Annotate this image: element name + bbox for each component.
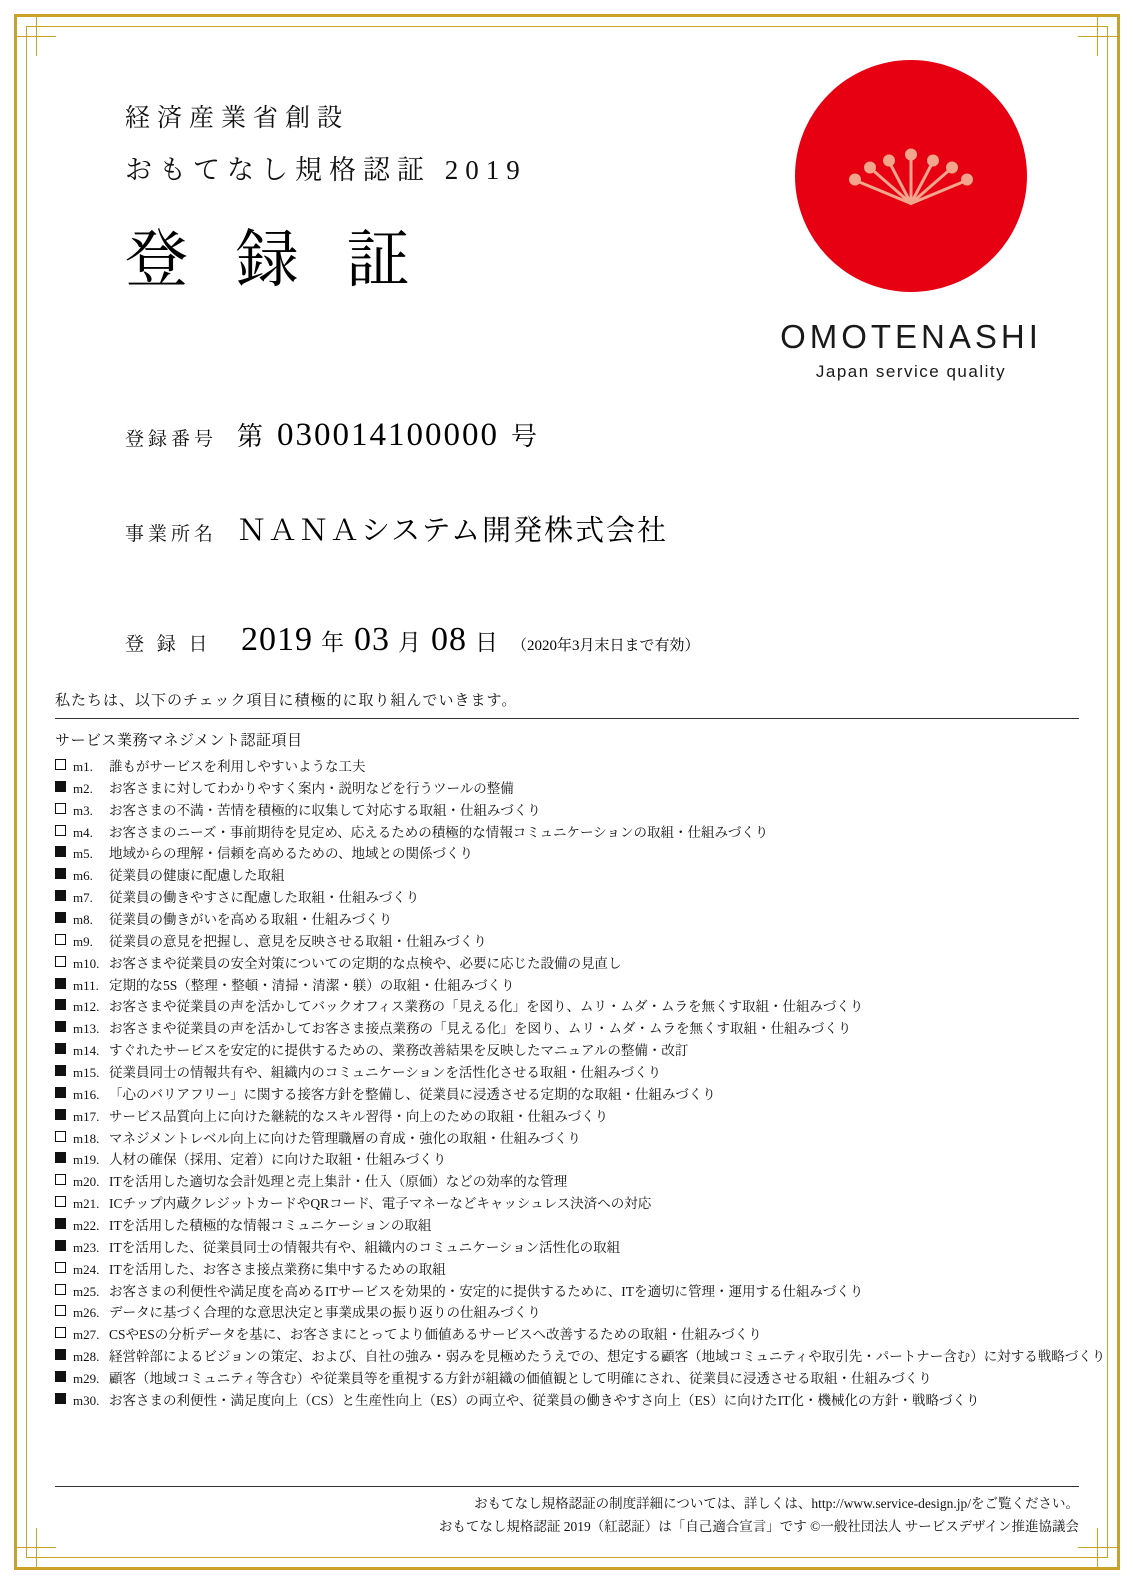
checklist-item-text: 従業員の意見を把握し、意見を反映させる取組・仕組みづくり (109, 933, 487, 949)
checklist-item[interactable] (55, 953, 1079, 975)
checklist-item[interactable] (55, 1302, 1079, 1324)
checkbox-checked-icon[interactable] (55, 1393, 66, 1404)
validity-note: （2020年3月末日まで有効） (512, 638, 700, 654)
checklist-item-code: m11. (73, 977, 99, 993)
checklist-item-text: お客さまや従業員の声を活かしてお客さま接点業務の「見える化」を図り、ムリ・ムダ・ムラを無くす取組・仕組みづくり (109, 1021, 852, 1037)
checklist-item-text: 経営幹部によるビジョンの策定、および、自社の強み・弱みを見極めたうえでの、想定する顧客（地域コミュニティや取引先・パートナー含む）に対する戦略づくり (109, 1349, 1106, 1365)
checklist-item-code: m30. (73, 1392, 100, 1408)
office-name-row (125, 508, 1079, 549)
checkbox-unchecked-icon[interactable] (55, 759, 66, 770)
checkbox-checked-icon[interactable] (55, 781, 66, 792)
checklist-item-code: m4. (73, 824, 93, 840)
checklist-item-text: 「心のバリアフリー」に関する接客方針を整備し、従業員に浸透させる定期的な取組・仕組みづくり (109, 1086, 716, 1102)
checklist-item[interactable] (55, 843, 1079, 865)
checklist-item-code: m8. (73, 912, 93, 928)
checklist-item-text: 従業員同士の情報共有や、組織内のコミュニケーションを活性化させる取組・仕組みづくり (109, 1065, 662, 1081)
checklist-item-code: m28. (73, 1349, 100, 1365)
checklist-item-code: m9. (73, 933, 93, 949)
date-day-unit: 日 (475, 630, 500, 655)
ministry-line: 経済産業省創設 (125, 105, 350, 132)
checkbox-checked-icon[interactable] (55, 868, 66, 879)
checklist-item-code: m26. (73, 1305, 100, 1321)
registration-number-value (237, 416, 539, 454)
checklist-item-text: 従業員の健康に配慮した取組 (109, 868, 285, 884)
certificate-header (55, 60, 1079, 410)
checklist-intro: 私たちは、以下のチェック項目に積極的に取り組んでいきます。 (55, 693, 518, 709)
date-day: 08 (431, 621, 467, 658)
checklist-item-text: 従業員の働きがいを高める取組・仕組みづくり (109, 912, 393, 928)
checklist-item-code: m19. (73, 1152, 100, 1168)
checklist-item[interactable] (55, 931, 1079, 953)
checklist-item-code: m3. (73, 802, 93, 818)
checklist-item-text: 人材の確保（採用、定着）に向けた取組・仕組みづくり (109, 1152, 447, 1168)
office-name-label: 事業所名 (125, 524, 218, 545)
date-month: 03 (354, 621, 390, 658)
checkbox-unchecked-icon[interactable] (55, 803, 66, 814)
checklist (55, 756, 1106, 1412)
checklist-item-code: m13. (73, 1021, 100, 1037)
checklist-item-code: m29. (73, 1371, 100, 1387)
checklist-section-title: サービス業務マネジメント認証項目 (55, 733, 303, 749)
checklist-item[interactable] (55, 1084, 1079, 1106)
checklist-item-code: m27. (73, 1327, 100, 1343)
checklist-item-code: m2. (73, 780, 93, 796)
checklist-item-text: データに基づく合理的な意思決定と事業成果の振り返りの仕組みづくり (109, 1305, 541, 1321)
checklist-item-text: 誰もがサービスを利用しやすいような工夫 (109, 759, 366, 774)
checklist-item[interactable] (55, 1324, 1079, 1346)
checklist-item-code: m6. (73, 868, 93, 884)
checkbox-checked-icon[interactable] (55, 999, 66, 1010)
checklist-item[interactable] (55, 887, 1079, 909)
checklist-item[interactable] (55, 1237, 1079, 1259)
registration-date-value (237, 621, 700, 659)
checklist-item-text: お客さまや従業員の安全対策についての定期的な点検や、必要に応じた設備の見直し (109, 955, 622, 971)
checklist-item-code: m16. (73, 1086, 100, 1102)
checklist-item-code: m12. (73, 999, 100, 1015)
checkbox-checked-icon[interactable] (55, 1371, 66, 1382)
checkbox-checked-icon[interactable] (55, 1349, 66, 1360)
checklist-item-text: お客さまや従業員の声を活かしてバックオフィス業務の「見える化」を図り、ムリ・ムダ・ムラを無くす取組・仕組みづくり (109, 999, 864, 1015)
registration-number-row (125, 416, 1079, 454)
checkbox-unchecked-icon[interactable] (55, 934, 66, 945)
checklist-item[interactable] (55, 996, 1079, 1018)
checklist-item-code: m23. (73, 1239, 100, 1255)
checkbox-unchecked-icon[interactable] (55, 1196, 66, 1207)
checklist-item-code: m20. (73, 1174, 100, 1190)
checkbox-checked-icon[interactable] (55, 912, 66, 923)
checklist-item-text: お客さまのニーズ・事前期待を見定め、応えるための積極的な情報コミュニケーションの取組・仕組みづくり (109, 824, 769, 840)
logo-tagline: Japan service quality (815, 362, 1007, 381)
checklist-item[interactable] (55, 1040, 1079, 1062)
checklist-item-code: m1. (73, 759, 93, 774)
checklist-item-text: ITを活用した、お客さま接点業務に集中するための取組 (109, 1261, 446, 1277)
checkbox-unchecked-icon[interactable] (55, 825, 66, 836)
checklist-item[interactable] (55, 756, 1079, 778)
checklist-item-text: マネジメントレベル向上に向けた管理職層の育成・強化の取組・仕組みづくり (109, 1130, 581, 1146)
checklist-item-text: お客さまの不満・苦情を積極的に収集して対応する取組・仕組みづくり (109, 802, 541, 818)
checklist-item-code: m10. (73, 955, 100, 971)
checklist-item-code: m24. (73, 1261, 100, 1277)
checklist-item-code: m14. (73, 1043, 100, 1059)
checkbox-checked-icon[interactable] (55, 1109, 66, 1120)
checkbox-checked-icon[interactable] (55, 1043, 66, 1054)
checklist-item[interactable] (55, 1149, 1079, 1171)
checklist-item[interactable] (55, 975, 1079, 997)
checkbox-checked-icon[interactable] (55, 1218, 66, 1229)
checklist-item-text: 従業員の働きやすさに配慮した取組・仕組みづくり (109, 890, 420, 906)
checklist-item-code: m18. (73, 1130, 100, 1146)
checkbox-checked-icon[interactable] (55, 846, 66, 857)
certificate-fields (55, 416, 1079, 659)
checklist-item-text: お客さまの利便性・満足度向上（CS）と生産性向上（ES）の両立や、従業員の働きやすさ向上（ES）に向けたIT化・機械化の方針・戦略づくり (109, 1392, 980, 1408)
checklist-item[interactable] (55, 1171, 1079, 1193)
checklist-item[interactable] (55, 800, 1079, 822)
checklist-item-code: m15. (73, 1065, 100, 1081)
checklist-item[interactable] (55, 1106, 1079, 1128)
checkbox-unchecked-icon[interactable] (55, 956, 66, 967)
checklist-item[interactable] (55, 1018, 1079, 1040)
logo-red-circle (795, 60, 1027, 292)
checkbox-checked-icon[interactable] (55, 1021, 66, 1032)
checklist-item[interactable] (55, 1346, 1106, 1368)
certificate-content (55, 60, 1106, 1539)
flower-mark-icon (846, 138, 976, 215)
checklist-item[interactable] (55, 778, 1079, 800)
heading-block (125, 98, 527, 300)
footer-divider (55, 1486, 1079, 1487)
footer-line-2: おもてなし規格認証 2019（紅認証）は「自己適合宣言」です ©一般社団法人 サービスデザイン推進協議会 (438, 1519, 1079, 1535)
checkbox-checked-icon[interactable] (55, 1240, 66, 1251)
certificate-footer (55, 1486, 1079, 1539)
checklist-item-code: m25. (73, 1283, 100, 1299)
registration-number-label: 登録番号 (125, 429, 218, 450)
registration-number: 030014100000 (277, 417, 500, 453)
checklist-item[interactable] (55, 1062, 1079, 1084)
checklist-item-text: ITを活用した適切な会計処理と売上集計・仕入（原価）などの効率的な管理 (109, 1174, 568, 1190)
divider (55, 718, 1079, 719)
checklist-item[interactable] (55, 1368, 1079, 1390)
registration-number-suffix: 号 (511, 422, 540, 451)
checkbox-checked-icon[interactable] (55, 890, 66, 901)
checkbox-checked-icon[interactable] (55, 1065, 66, 1076)
checkbox-unchecked-icon[interactable] (55, 1305, 66, 1316)
checklist-item-code: m21. (73, 1196, 100, 1212)
checklist-item-code: m7. (73, 890, 93, 906)
checkbox-unchecked-icon[interactable] (55, 1327, 66, 1338)
checklist-item-text: お客さまに対してわかりやすく案内・説明などを行うツールの整備 (109, 780, 514, 796)
checklist-item[interactable] (55, 822, 1079, 844)
checklist-item-code: m17. (73, 1108, 100, 1124)
checklist-item[interactable] (55, 865, 1079, 887)
checklist-item-code: m5. (73, 846, 93, 862)
checkbox-unchecked-icon[interactable] (55, 1262, 66, 1273)
checklist-item-text: 顧客（地域コミュニティ等含む）や従業員等を重視する方針が組織の価値観として明確にされ、従業員に浸透させる取組・仕組みづくり (109, 1371, 932, 1387)
checklist-item[interactable] (55, 909, 1079, 931)
date-year: 2019 (241, 621, 313, 658)
date-year-unit: 年 (321, 630, 346, 655)
checklist-item-text: お客さまの利便性や満足度を高めるITサービスを効果的・安定的に提供するために、ITを適切に管理・運用する仕組みづくり (109, 1283, 864, 1299)
checklist-item[interactable] (55, 1193, 1079, 1215)
checklist-item-text: CSやESの分析データを基に、お客さまにとってより価値あるサービスへ改善するための取組・仕組みづくり (109, 1327, 762, 1343)
checklist-item[interactable] (55, 1128, 1079, 1150)
checkbox-checked-icon[interactable] (55, 1152, 66, 1163)
checklist-item-text: 定期的な5S（整理・整頓・清掃・清潔・躾）の取組・仕組みづくり (109, 977, 515, 993)
checkbox-unchecked-icon[interactable] (55, 1284, 66, 1295)
checkbox-unchecked-icon[interactable] (55, 1131, 66, 1142)
logo-wordmark: OMOTENASHI (780, 318, 1042, 355)
page-title: 登 録 証 (125, 225, 426, 295)
office-name-value: ＮＡＮＡシステム開発株式会社 (237, 515, 669, 547)
registration-date-row (125, 621, 1079, 659)
checklist-item[interactable] (55, 1390, 1079, 1412)
checklist-item-text: ITを活用した積極的な情報コミュニケーションの取組 (109, 1218, 432, 1234)
date-month-unit: 月 (398, 630, 423, 655)
registration-number-prefix: 第 (237, 422, 266, 451)
omotenashi-logo (761, 60, 1061, 382)
checkbox-checked-icon[interactable] (55, 1087, 66, 1098)
checklist-item[interactable] (55, 1215, 1079, 1237)
checkbox-checked-icon[interactable] (55, 978, 66, 989)
registration-date-label: 登 録 日 (125, 634, 212, 655)
footer-line-1: おもてなし規格認証の制度詳細については、詳しくは、http://www.service-design.jp/をご覧ください。 (474, 1496, 1079, 1512)
checklist-item-text: すぐれたサービスを安定的に提供するための、業務改善結果を反映したマニュアルの整備・改訂 (109, 1043, 689, 1059)
checklist-item-text: ITを活用した、従業員同士の情報共有や、組織内のコミュニケーション活性化の取組 (109, 1239, 621, 1255)
checklist-item-text: ICチップ内蔵クレジットカードやQRコード、電子マネーなどキャッシュレス決済への対応 (109, 1196, 652, 1212)
checklist-item[interactable] (55, 1259, 1079, 1281)
checklist-item[interactable] (55, 1281, 1079, 1303)
checklist-item-text: 地域からの理解・信頼を高めるための、地域との関係づくり (109, 846, 473, 862)
checkbox-unchecked-icon[interactable] (55, 1174, 66, 1185)
program-line: おもてなし規格認証 2019 (125, 155, 527, 185)
checklist-item-text: サービス品質向上に向けた継続的なスキル習得・向上のための取組・仕組みづくり (109, 1108, 609, 1124)
checklist-item-code: m22. (73, 1218, 100, 1234)
